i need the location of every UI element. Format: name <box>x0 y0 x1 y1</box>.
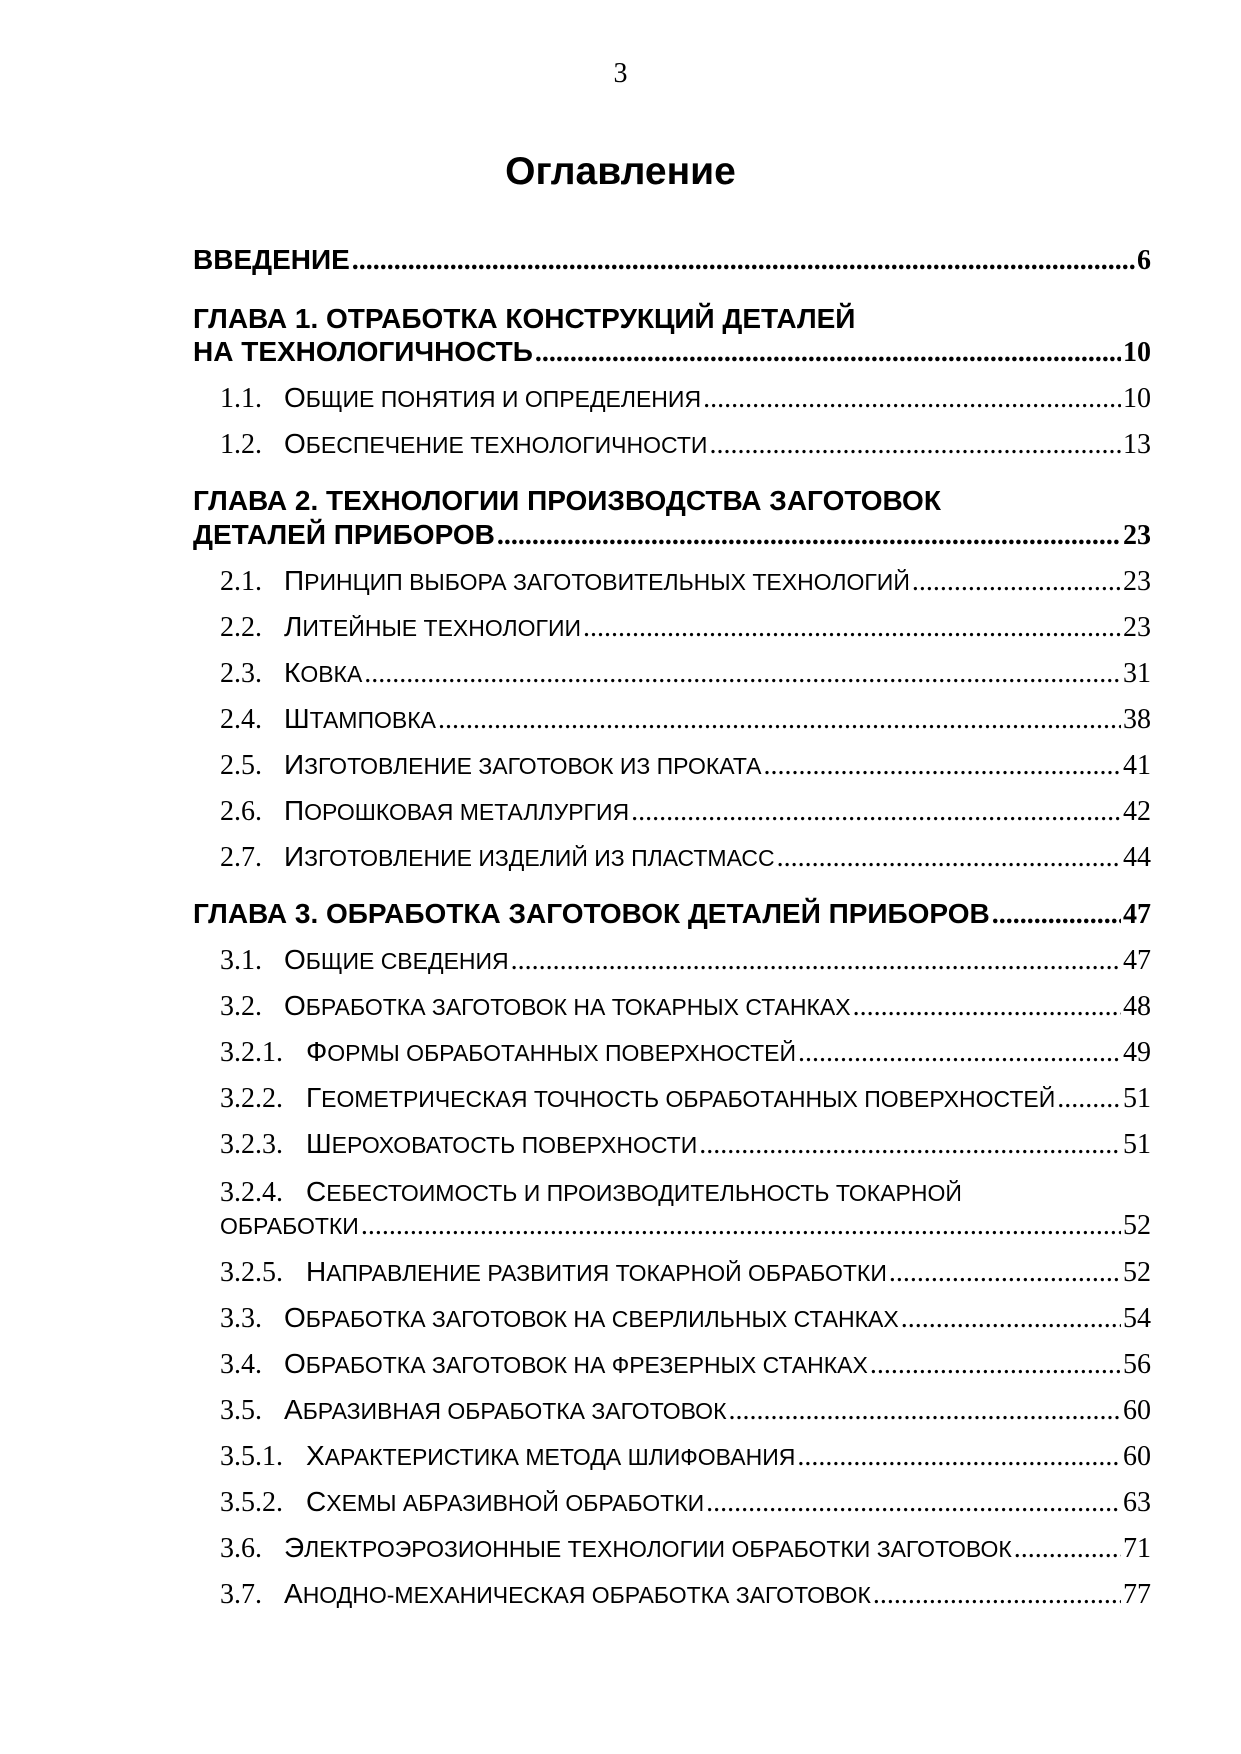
toc-leader <box>511 945 1121 977</box>
toc-section-number: 1.1. <box>220 383 262 414</box>
toc-section-2-7[interactable] <box>220 841 1151 874</box>
toc-leader <box>361 1210 1121 1242</box>
toc-section-number: 2.5. <box>220 750 262 781</box>
toc-entry-text: ГЛАВА 1. ОТРАБОТКА КОНСТРУКЦИЙ ДЕТАЛЕЙ <box>193 303 856 334</box>
toc-leader <box>535 337 1121 369</box>
toc-leader <box>870 1349 1121 1381</box>
toc-section-3-5-1[interactable] <box>220 1440 1151 1473</box>
toc-section-cap: Э <box>284 1532 305 1563</box>
toc-section-cap: О <box>284 428 306 459</box>
toc-page-number: 63 <box>1123 1487 1151 1518</box>
toc-page-number: 52 <box>1123 1210 1151 1241</box>
page-title: Оглавление <box>505 150 736 193</box>
toc-section-2-4[interactable] <box>220 703 1151 736</box>
toc-entry-text: БЩИЕ СВЕДЕНИЯ <box>305 948 509 974</box>
toc-section-number: 3.2.4. <box>220 1177 283 1208</box>
toc-section-number: 3.4. <box>220 1349 262 1380</box>
toc-section-3-7[interactable] <box>220 1578 1151 1611</box>
toc-section-number: 3.2.2. <box>220 1083 283 1114</box>
toc-leader <box>889 1257 1121 1289</box>
toc-page-number: 23 <box>1123 612 1151 643</box>
toc-entry-text: ОРМЫ ОБРАБОТАННЫХ ПОВЕРХНОСТЕЙ <box>327 1040 796 1066</box>
toc-section-number: 3.5. <box>220 1395 262 1426</box>
toc-section-cap: Х <box>306 1440 325 1471</box>
toc-chapter-3[interactable] <box>193 898 1151 931</box>
toc-section-number: 2.4. <box>220 704 262 735</box>
toc-page-number: 10 <box>1123 383 1151 414</box>
toc-entry-text: НОДНО-МЕХАНИЧЕСКАЯ ОБРАБОТКА ЗАГОТОВОК <box>302 1582 871 1608</box>
toc-section-number: 2.7. <box>220 842 262 873</box>
toc-chapter-2-line1[interactable] <box>193 485 941 517</box>
toc-section-cap: Л <box>284 611 303 642</box>
toc-section-number: 3.5.2. <box>220 1487 283 1518</box>
toc-page-number: 44 <box>1123 842 1151 873</box>
toc-page-number: 51 <box>1123 1083 1151 1114</box>
toc-entry-text: ОРОШКОВАЯ МЕТАЛЛУРГИЯ <box>304 799 630 825</box>
toc-page-number: 48 <box>1123 991 1151 1022</box>
toc-leader <box>901 1303 1121 1335</box>
toc-page-number: 54 <box>1123 1303 1151 1334</box>
toc-page-number: 51 <box>1123 1129 1151 1160</box>
toc-leader <box>1014 1533 1121 1565</box>
toc-section-3-2-2[interactable] <box>220 1082 1151 1115</box>
toc-leader <box>352 245 1135 277</box>
toc-entry-text: БРАБОТКА ЗАГОТОВОК НА СВЕРЛИЛЬНЫХ СТАНКАХ <box>305 1306 899 1332</box>
toc-entry-text: БРАБОТКА ЗАГОТОВОК НА ТОКАРНЫХ СТАНКАХ <box>305 994 851 1020</box>
toc-entry-text: ОБРАБОТКИ <box>220 1213 359 1239</box>
toc-entry-text: ДЕТАЛЕЙ ПРИБОРОВ <box>193 519 495 550</box>
toc-entry-text: ЗГОТОВЛЕНИЕ ЗАГОТОВОК ИЗ ПРОКАТА <box>304 753 762 779</box>
toc-section-number: 1.2. <box>220 429 262 460</box>
toc-leader <box>703 383 1121 415</box>
toc-section-2-1[interactable] <box>220 565 1151 598</box>
toc-section-2-5[interactable] <box>220 749 1151 782</box>
toc-page-number: 60 <box>1123 1441 1151 1472</box>
toc-section-3-2-4-line1[interactable] <box>220 1176 962 1209</box>
toc-chapter-1-line1[interactable] <box>193 303 855 335</box>
toc-section-number: 3.2. <box>220 991 262 1022</box>
toc-entry-text: ГЛАВА 2. ТЕХНОЛОГИИ ПРОИЗВОДСТВА ЗАГОТОВОК <box>193 485 941 516</box>
toc-entry-text: ИТЕЙНЫЕ ТЕХНОЛОГИИ <box>302 615 582 641</box>
toc-section-cap: С <box>306 1486 327 1517</box>
toc-leader <box>1057 1083 1121 1115</box>
toc-page-number: 42 <box>1123 796 1151 827</box>
toc-leader <box>912 566 1121 598</box>
toc-leader <box>797 1441 1121 1473</box>
toc-section-number: 3.2.5. <box>220 1257 283 1288</box>
toc-leader <box>709 429 1121 461</box>
toc-page-number: 6 <box>1137 245 1151 276</box>
toc-section-cap: О <box>284 990 306 1021</box>
toc-chapter-2[interactable] <box>193 519 1151 552</box>
toc-leader <box>631 796 1121 828</box>
toc-leader <box>706 1487 1121 1519</box>
toc-entry-text: БЩИЕ ПОНЯТИЯ И ОПРЕДЕЛЕНИЯ <box>305 386 702 412</box>
toc-section-cap: О <box>284 1302 306 1333</box>
toc-entry-text: АПРАВЛЕНИЕ РАЗВИТИЯ ТОКАРНОЙ ОБРАБОТКИ <box>326 1260 887 1286</box>
toc-section-cap: Н <box>306 1256 327 1287</box>
toc-page-number: 23 <box>1123 520 1151 551</box>
toc-page-number: 13 <box>1123 429 1151 460</box>
toc-page-number: 56 <box>1123 1349 1151 1380</box>
toc-section-number: 3.7. <box>220 1579 262 1610</box>
toc-section-3-1[interactable] <box>220 944 1151 977</box>
toc-entry-text: БЕСПЕЧЕНИЕ ТЕХНОЛОГИЧНОСТИ <box>305 432 708 458</box>
toc-section-3-2[interactable] <box>220 990 1151 1023</box>
toc-section-2-3[interactable] <box>220 657 1151 690</box>
toc-leader <box>497 520 1121 552</box>
toc-section-number: 2.6. <box>220 796 262 827</box>
toc-entry-intro[interactable] <box>193 244 1151 277</box>
toc-entry-text: ЕРОХОВАТОСТЬ ПОВЕРХНОСТИ <box>331 1132 698 1158</box>
toc-leader <box>873 1579 1121 1611</box>
toc-entry-text: АРАКТЕРИСТИКА МЕТОДА ШЛИФОВАНИЯ <box>324 1444 796 1470</box>
toc-section-number: 2.2. <box>220 612 262 643</box>
toc-page-number: 52 <box>1123 1257 1151 1288</box>
toc-entry-text: РИНЦИП ВЫБОРА ЗАГОТОВИТЕЛЬНЫХ ТЕХНОЛОГИЙ <box>304 569 910 595</box>
toc-entry-text: ЕОМЕТРИЧЕСКАЯ ТОЧНОСТЬ ОБРАБОТАННЫХ ПОВЕРХНОСТЕЙ <box>321 1086 1056 1112</box>
toc-page-number: 41 <box>1123 750 1151 781</box>
toc-section-number: 3.5.1. <box>220 1441 283 1472</box>
toc-section-cap: А <box>284 1578 303 1609</box>
toc-entry-text: ГЛАВА 3. ОБРАБОТКА ЗАГОТОВОК ДЕТАЛЕЙ ПРИБОРОВ <box>193 898 990 929</box>
toc-section-3-2-5[interactable] <box>220 1256 1151 1289</box>
toc-page-number: 47 <box>1123 899 1151 930</box>
toc-section-2-2[interactable] <box>220 611 1151 644</box>
toc-section-cap: С <box>306 1176 327 1207</box>
toc-section-cap: К <box>284 657 301 688</box>
toc-entry-text: ТАМПОВКА <box>309 707 436 733</box>
toc-leader <box>992 899 1121 931</box>
toc-page-number: 10 <box>1123 337 1151 368</box>
toc-section-cap: Ш <box>284 703 310 734</box>
toc-section-2-6[interactable] <box>220 795 1151 828</box>
toc-section-cap: П <box>284 795 305 826</box>
toc-entry-text: ВВЕДЕНИЕ <box>193 244 350 275</box>
toc-entry-text: БРАБОТКА ЗАГОТОВОК НА ФРЕЗЕРНЫХ СТАНКАХ <box>305 1352 868 1378</box>
toc-section-cap: И <box>284 749 305 780</box>
toc-section-3-3[interactable] <box>220 1302 1151 1335</box>
toc-entry-text: ЗГОТОВЛЕНИЕ ИЗДЕЛИЙ ИЗ ПЛАСТМАСС <box>304 845 775 871</box>
toc-section-3-2-3[interactable] <box>220 1128 1151 1161</box>
toc-section-cap: О <box>284 1348 306 1379</box>
toc-section-1-2[interactable] <box>220 428 1151 461</box>
toc-leader <box>853 991 1121 1023</box>
toc-section-cap: О <box>284 944 306 975</box>
toc-page-number: 31 <box>1123 658 1151 689</box>
toc-entry-text: НА ТЕХНОЛОГИЧНОСТЬ <box>193 336 533 367</box>
toc-page-number: 49 <box>1123 1037 1151 1068</box>
toc-leader <box>763 750 1121 782</box>
toc-page-number: 47 <box>1123 945 1151 976</box>
toc-entry-text: БРАЗИВНАЯ ОБРАБОТКА ЗАГОТОВОК <box>302 1398 727 1424</box>
toc-page-number: 77 <box>1123 1579 1151 1610</box>
toc-leader <box>777 842 1121 874</box>
toc-leader <box>699 1129 1121 1161</box>
toc-section-number: 3.1. <box>220 945 262 976</box>
toc-leader <box>438 704 1121 736</box>
toc-page-number: 38 <box>1123 704 1151 735</box>
toc-section-number: 3.3. <box>220 1303 262 1334</box>
toc-section-number: 3.2.1. <box>220 1037 283 1068</box>
toc-section-number: 2.3. <box>220 658 262 689</box>
page-number: 3 <box>613 58 628 89</box>
toc-section-3-2-1[interactable] <box>220 1036 1151 1069</box>
toc-section-cap: П <box>284 565 305 596</box>
toc-entry-text: ХЕМЫ АБРАЗИВНОЙ ОБРАБОТКИ <box>326 1490 705 1516</box>
toc-section-cap: Г <box>306 1082 322 1113</box>
toc-leader <box>583 612 1121 644</box>
toc-section-3-5[interactable] <box>220 1394 1151 1427</box>
toc-section-cap: О <box>284 382 306 413</box>
toc-entry-text: ЕБЕСТОИМОСТЬ И ПРОИЗВОДИТЕЛЬНОСТЬ ТОКАРНОЙ <box>326 1180 962 1206</box>
toc-section-cap: И <box>284 841 305 872</box>
toc-chapter-1[interactable] <box>193 336 1151 369</box>
toc-section-3-6[interactable] <box>220 1532 1151 1565</box>
toc-leader <box>728 1395 1121 1427</box>
toc-section-number: 3.6. <box>220 1533 262 1564</box>
toc-leader <box>364 658 1121 690</box>
toc-section-cap: Ф <box>306 1036 328 1067</box>
toc-section-3-2-4[interactable] <box>220 1210 1151 1242</box>
toc-leader <box>798 1037 1121 1069</box>
toc-page-number: 71 <box>1123 1533 1151 1564</box>
toc-section-cap: Ш <box>306 1128 332 1159</box>
toc-section-1-1[interactable] <box>220 382 1151 415</box>
toc-page-number: 23 <box>1123 566 1151 597</box>
toc-section-3-5-2[interactable] <box>220 1486 1151 1519</box>
toc-section-number: 3.2.3. <box>220 1129 283 1160</box>
toc-entry-text: ОВКА <box>300 661 363 687</box>
toc-entry-text: ЛЕКТРОЭРОЗИОННЫЕ ТЕХНОЛОГИИ ОБРАБОТКИ ЗАГОТОВОК <box>304 1536 1012 1562</box>
toc-section-3-4[interactable] <box>220 1348 1151 1381</box>
toc-page-number: 60 <box>1123 1395 1151 1426</box>
toc-section-cap: А <box>284 1394 303 1425</box>
toc-section-number: 2.1. <box>220 566 262 597</box>
